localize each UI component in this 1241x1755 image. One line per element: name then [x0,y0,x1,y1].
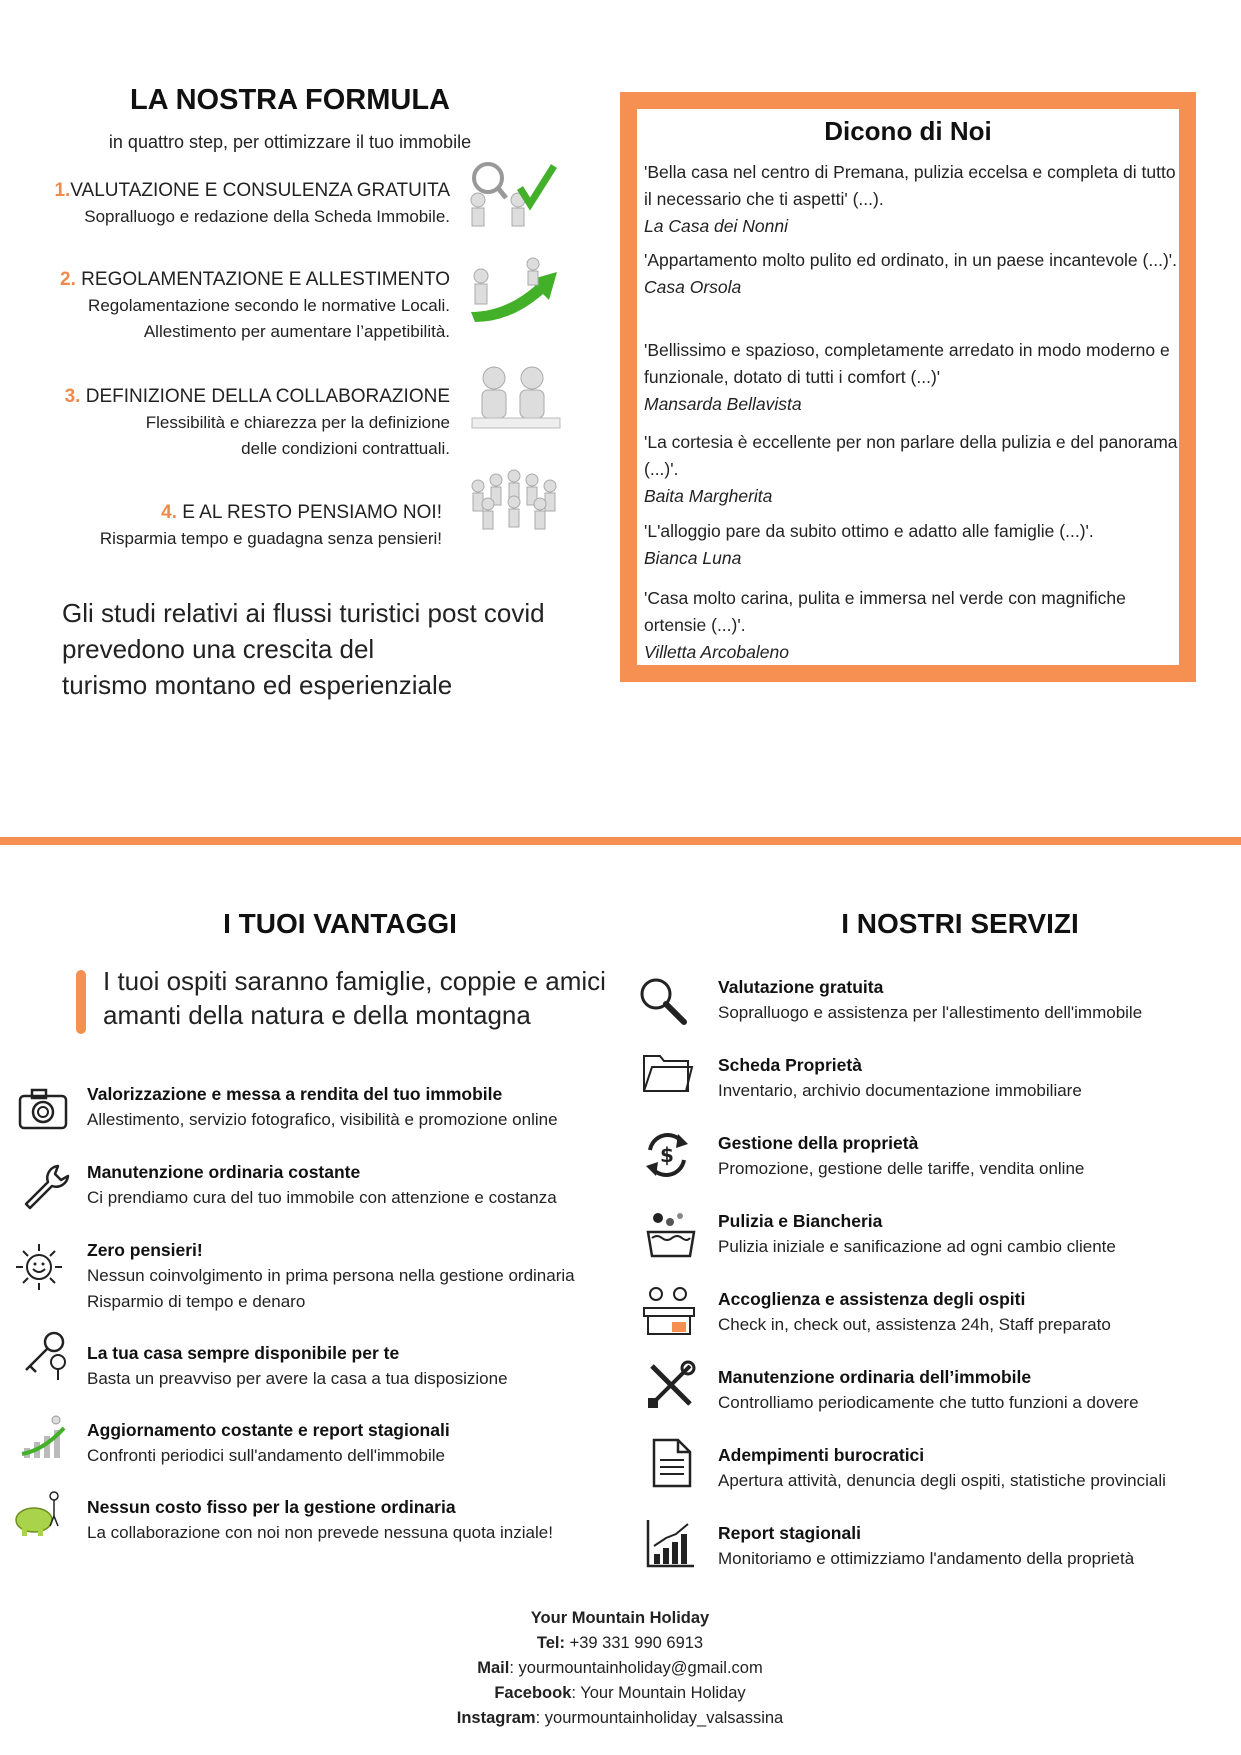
tools-icon [644,1358,698,1412]
review-author: Bianca Luna [644,548,742,568]
section-divider [0,837,1241,845]
team-group-icon [464,462,564,534]
wrench-icon [18,1160,72,1214]
step-desc: delle condizioni contrattuali. [241,439,450,458]
item-desc: Apertura attività, denuncia degli ospiti, statistiche provinciali [718,1471,1166,1490]
servizio-item [718,974,1238,1026]
intro-line: amanti della natura e della montagna [103,1000,531,1030]
camera-icon [16,1082,70,1136]
reception-icon [642,1284,696,1338]
vantaggio-item [87,1081,627,1133]
item-title: Valorizzazione e messa a rendita del tuo immobile [87,1084,503,1104]
item-desc: Allestimento, servizio fotografico, visibilità e promozione online [87,1110,558,1129]
item-desc: Controlliamo periodicamente che tutto funzioni a dovere [718,1393,1139,1412]
servizi-title: I NOSTRI SERVIZI [841,908,1079,939]
item-title: Manutenzione ordinaria costante [87,1162,361,1182]
step-desc: Sopralluogo e redazione della Scheda Immobile. [84,207,450,226]
svg-text:$: $ [660,1143,674,1167]
footer-company: Your Mountain Holiday [530,1609,710,1627]
vantaggio-item [87,1417,627,1469]
footer-label: Facebook [494,1684,572,1702]
review-item [644,159,1184,240]
servizio-item [718,1052,1238,1104]
step-title: REGOLAMENTAZIONE E ALLESTIMENTO [81,269,450,290]
dollar-cycle-icon [640,1128,694,1182]
accent-bar [76,970,86,1034]
item-title: La tua casa sempre disponibile per te [87,1343,400,1363]
review-text: 'Appartamento molto pulito ed ordinato, in un paese incantevole (...)'. [644,250,1177,270]
growth-arrow-icon [465,256,565,328]
quote-line: turismo montano ed esperienziale [62,670,453,700]
review-author: Villetta Arcobaleno [644,642,789,662]
tourism-quote [62,595,582,703]
step-desc: Risparmia tempo e guadagna senza pensieri! [99,529,442,548]
review-text: 'Bella casa nel centro di Premana, pulizia eccelsa e completa di tutto il necessario che ti aspetti' (...). [644,162,1176,209]
step-desc: Regolamentazione secondo le normative Locali. [88,296,450,315]
footer-value[interactable]: : yourmountainholiday_valsassina [535,1709,784,1727]
sun-icon [12,1240,66,1294]
formula-step-4 [22,500,442,552]
servizio-item [718,1442,1238,1494]
formula-title: LA NOSTRA FORMULA [129,84,451,116]
item-desc: Basta un preavviso per avere la casa a tua disposizione [87,1369,508,1388]
formula-step-3 [30,384,450,462]
document-icon [644,1436,698,1490]
servizio-item [718,1364,1238,1416]
footer-label: Tel: [536,1634,566,1652]
item-desc: Ci prendiamo cura del tuo immobile con attenzione e costanza [87,1188,557,1207]
review-text: 'Bellissimo e spazioso, completamente arredato in modo moderno e funzionale, dotato di tutti i comfort (...)' [644,340,1170,387]
footer-label: Mail [477,1659,510,1677]
laundry-icon [644,1208,698,1262]
item-desc: Inventario, archivio documentazione immobiliare [718,1081,1082,1100]
footer-value[interactable]: : Your Mountain Holiday [571,1684,746,1702]
item-title: Nessun costo fisso per la gestione ordinaria [87,1497,456,1517]
intro-line: I tuoi ospiti saranno famiglie, coppie e amici [103,966,606,996]
footer-tel [320,1631,920,1656]
review-author: La Casa dei Nonni [644,216,788,236]
step-title: VALUTAZIONE E CONSULENZA GRATUITA [70,180,450,201]
item-title: Scheda Proprietà [718,1055,862,1075]
footer-label: Instagram [456,1709,536,1727]
folder-icon [640,1046,694,1100]
item-desc: Pulizia iniziale e sanificazione ad ogni cambio cliente [718,1237,1116,1256]
servizio-item [718,1520,1238,1572]
servizio-item [718,1208,1238,1260]
growth-chart-icon [18,1410,72,1464]
step-number: 4. [161,502,177,523]
item-desc: Monitoriamo e ottimizziamo l'andamento della proprietà [718,1549,1135,1568]
item-title: Pulizia e Biancheria [718,1211,883,1231]
piggy-bank-icon [10,1486,64,1540]
item-desc: Risparmio di tempo e denaro [87,1292,306,1311]
review-text: 'L'alloggio pare da subito ottimo e adatto alle famiglie (...)'. [644,521,1094,541]
formula-subtitle: in quattro step, per ottimizzare il tuo immobile [108,132,472,152]
footer-facebook [320,1681,920,1706]
review-text: 'La cortesia è eccellente per non parlare della pulizia e del panorama (...)'. [644,432,1178,479]
footer-value[interactable]: : yourmountainholiday@gmail.com [509,1659,763,1677]
item-desc: Confronti periodici sull'andamento dell'immobile [87,1446,446,1465]
quote-line: prevedono una crescita del [62,634,375,664]
review-item [644,585,1184,666]
keys-icon [18,1328,72,1382]
footer [320,1606,920,1731]
item-title: Valutazione gratuita [718,977,884,997]
item-desc: Check in, check out, assistenza 24h, Staff preparato [718,1315,1111,1334]
step-number: 3. [64,386,81,407]
item-title: Adempimenti burocratici [718,1445,925,1465]
item-title: Report stagionali [718,1523,861,1543]
step-title: DEFINIZIONE DELLA COLLABORAZIONE [85,386,450,407]
item-title: Zero pensieri! [87,1240,203,1260]
step-number: 1. [54,180,71,201]
item-title: Accoglienza e assistenza degli ospiti [718,1289,1026,1309]
item-title: Manutenzione ordinaria dell’immobile [718,1367,1032,1387]
vantaggio-item [87,1237,647,1315]
servizio-item [718,1286,1238,1338]
review-item [644,337,1184,418]
magnifier-icon [636,974,690,1028]
review-author: Mansarda Bellavista [644,394,802,414]
vantaggi-title: I TUOI VANTAGGI [223,908,457,939]
item-desc: Promozione, gestione delle tariffe, vendita online [718,1159,1085,1178]
review-author: Casa Orsola [644,277,742,297]
magnifier-people-icon [458,160,558,232]
handshake-people-icon [466,362,566,434]
footer-mail [320,1656,920,1681]
step-desc: Flessibilità e chiarezza per la definizione [145,413,450,432]
formula-step-1 [30,178,450,230]
item-desc: Sopralluogo e assistenza per l'allestimento dell'immobile [718,1003,1143,1022]
bar-chart-icon [644,1516,698,1570]
review-item [644,429,1184,510]
review-author: Baita Margherita [644,486,773,506]
review-item [644,247,1184,301]
item-title: Aggiornamento costante e report stagionali [87,1420,450,1440]
footer-instagram [320,1706,920,1731]
servizio-item [718,1130,1238,1182]
vantaggio-item [87,1340,627,1392]
step-number: 2. [60,269,76,290]
review-text: 'Casa molto carina, pulita e immersa nel verde con magnifiche ortensie (...)'. [644,588,1126,635]
vantaggi-intro [103,964,623,1032]
item-desc: Nessun coinvolgimento in prima persona nella gestione ordinaria [87,1266,575,1285]
step-desc: Allestimento per aumentare l’appetibilità. [143,322,450,341]
step-title: E AL RESTO PENSIAMO NOI! [182,502,442,523]
review-item [644,518,1184,572]
vantaggio-item [87,1494,627,1546]
quote-line: Gli studi relativi ai flussi turistici post covid [62,598,545,628]
footer-value[interactable]: +39 331 990 6913 [565,1634,704,1652]
vantaggio-item [87,1159,627,1211]
formula-step-2 [30,267,450,345]
item-desc: La collaborazione con noi non prevede nessuna quota inziale! [87,1523,553,1542]
reviews-title: Dicono di Noi [824,116,992,146]
item-title: Gestione della proprietà [718,1133,919,1153]
